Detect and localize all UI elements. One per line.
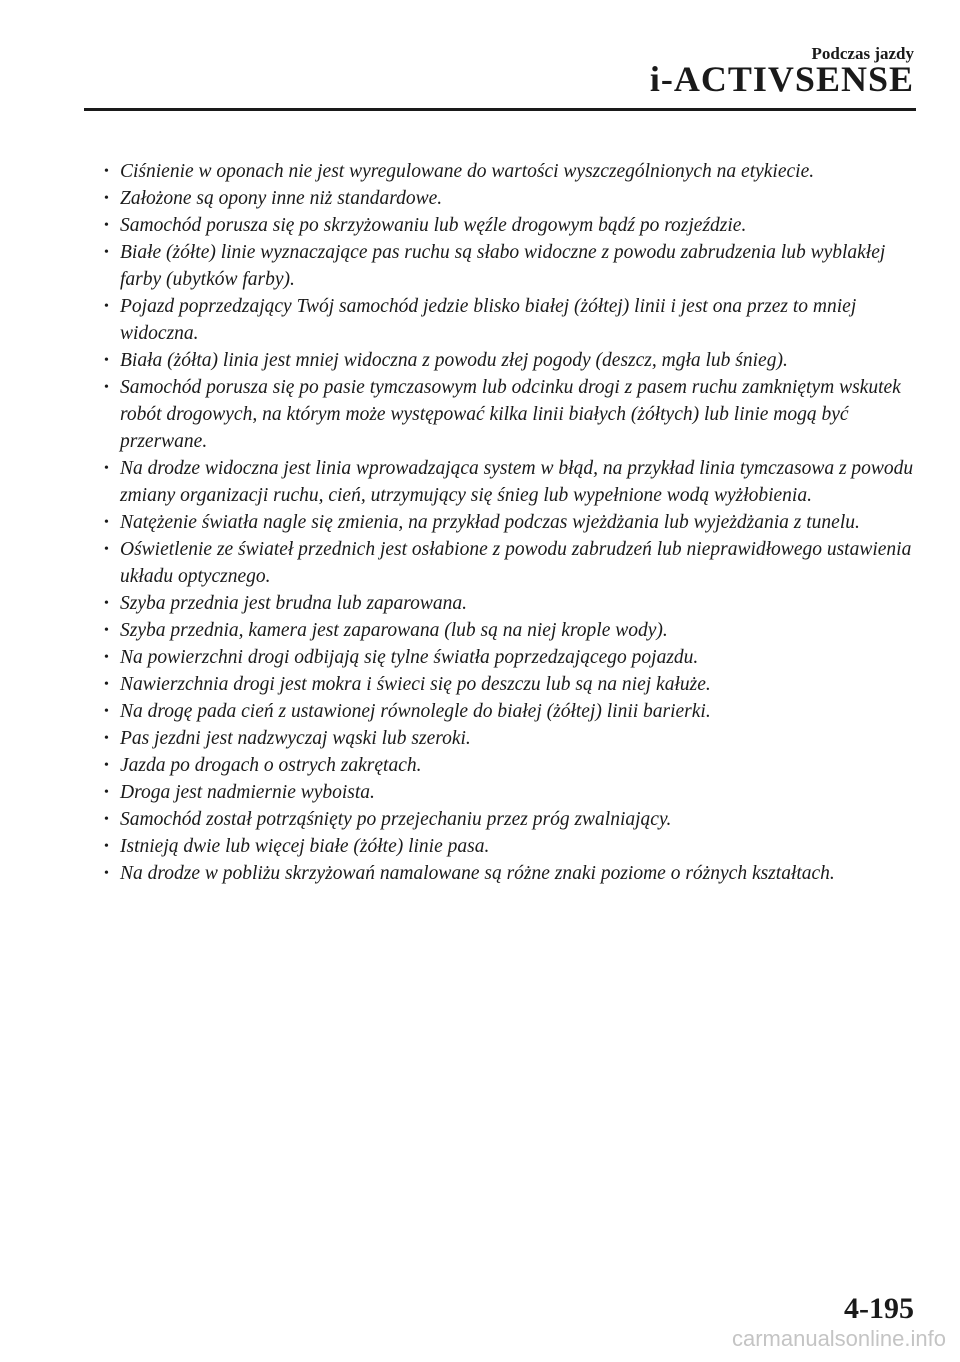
list-item (104, 698, 920, 725)
bullet-marker: • (104, 650, 109, 665)
list-item-text: Pas jezdni jest nadzwyczaj wąski lub szeroki. (120, 728, 471, 749)
list-item-text: Szyba przednia, kamera jest zaparowana (lub są na niej krople wody). (120, 620, 668, 641)
bullet-marker: • (104, 515, 109, 530)
list-item-text: Szyba przednia jest brudna lub zaparowana. (120, 593, 468, 614)
bullet-marker: • (104, 812, 109, 827)
list-item-text: Jazda po drogach o ostrych zakrętach. (120, 755, 422, 776)
header-divider (84, 108, 916, 111)
bullet-marker: • (104, 758, 109, 773)
bullet-marker: • (104, 677, 109, 692)
page-number: 4-195 (844, 1292, 914, 1325)
list-item (104, 725, 920, 752)
bullet-marker: • (104, 218, 109, 233)
list-item (104, 536, 920, 590)
list-item (104, 590, 920, 617)
list-item (104, 752, 920, 779)
list-item (104, 833, 920, 860)
list-item-text: Istnieją dwie lub więcej białe (żółte) linie pasa. (120, 836, 490, 857)
bullet-marker: • (104, 164, 109, 179)
bullet-marker: • (104, 704, 109, 719)
list-item-text: Biała (żółta) linia jest mniej widoczna z powodu złej pogody (deszcz, mgła lub śnieg). (120, 350, 788, 371)
bullet-marker: • (104, 542, 109, 557)
list-item (104, 617, 920, 644)
bullet-marker: • (104, 191, 109, 206)
bullet-marker: • (104, 623, 109, 638)
list-item-text: Białe (żółte) linie wyznaczające pas ruchu są słabo widoczne z powodu zabrudzenia lub wyblakłej farby (ubytków farby). (120, 242, 886, 290)
bullet-marker: • (104, 380, 109, 395)
list-item-text: Na powierzchni drogi odbijają się tylne światła poprzedzającego pojazdu. (120, 647, 699, 668)
bullet-marker: • (104, 299, 109, 314)
bullet-marker: • (104, 596, 109, 611)
bullet-marker: • (104, 731, 109, 746)
list-item-text: Samochód porusza się po skrzyżowaniu lub węźle drogowym bądź po rozjeździe. (120, 215, 747, 236)
bullet-marker: • (104, 245, 109, 260)
bullet-marker: • (104, 785, 109, 800)
list-item (104, 455, 920, 509)
bullet-marker: • (104, 839, 109, 854)
list-item (104, 158, 920, 185)
list-item-text: Droga jest nadmiernie wyboista. (120, 782, 375, 803)
list-item (104, 509, 920, 536)
bullet-marker: • (104, 866, 109, 881)
list-item (104, 347, 920, 374)
list-item-text: Na drogę pada cień z ustawionej równolegle do białej (żółtej) linii barierki. (120, 701, 711, 722)
list-item-text: Nawierzchnia drogi jest mokra i świeci się po deszczu lub są na niej kałuże. (120, 674, 711, 695)
list-item-text: Ciśnienie w oponach nie jest wyregulowane do wartości wyszczególnionych na etykiecie. (120, 161, 815, 182)
list-item-text: Na drodze widoczna jest linia wprowadzająca system w błąd, na przykład linia tymczasowa z powodu zmiany organizacji ruchu, cień, utrzymujący się śnieg lub wypełnione wodą wyżłobienia. (120, 458, 914, 506)
list-item-text: Natężenie światła nagle się zmienia, na przykład podczas wjeżdżania lub wyjeżdżania z tunelu. (120, 512, 860, 533)
bullet-marker: • (104, 461, 109, 476)
list-item (104, 779, 920, 806)
list-item (104, 806, 920, 833)
list-item-text: Samochód został potrząśnięty po przejechaniu przez próg zwalniający. (120, 809, 672, 830)
list-item-text: Pojazd poprzedzający Twój samochód jedzie blisko białej (żółtej) linii i jest ona przez to mniej widoczna. (120, 296, 857, 344)
list-item (104, 185, 920, 212)
list-item (104, 671, 920, 698)
list-item (104, 239, 920, 293)
list-item-text: Na drodze w pobliżu skrzyżowań namalowane są różne znaki poziome o różnych kształtach. (120, 863, 835, 884)
section-label: Podczas jazdy (811, 44, 914, 63)
condition-list (104, 158, 920, 887)
list-item-text: Założone są opony inne niż standardowe. (120, 188, 443, 209)
list-item-text: Samochód porusza się po pasie tymczasowym lub odcinku drogi z pasem ruchu zamkniętym wskutek robót drogowych, na którym może występować kilka linii białych (żółtych) lub linie mogą być przerwane. (120, 377, 901, 452)
list-item (104, 374, 920, 455)
list-item (104, 212, 920, 239)
list-item-text: Oświetlenie ze świateł przednich jest osłabione z powodu zabrudzeń lub nieprawidłowego ustawienia układu optycznego. (120, 539, 912, 587)
watermark: carmanualsonline.info (731, 1326, 946, 1351)
section-title: i-ACTIVSENSE (649, 59, 914, 99)
list-item (104, 860, 920, 887)
list-item (104, 293, 920, 347)
bullet-marker: • (104, 353, 109, 368)
list-item (104, 644, 920, 671)
